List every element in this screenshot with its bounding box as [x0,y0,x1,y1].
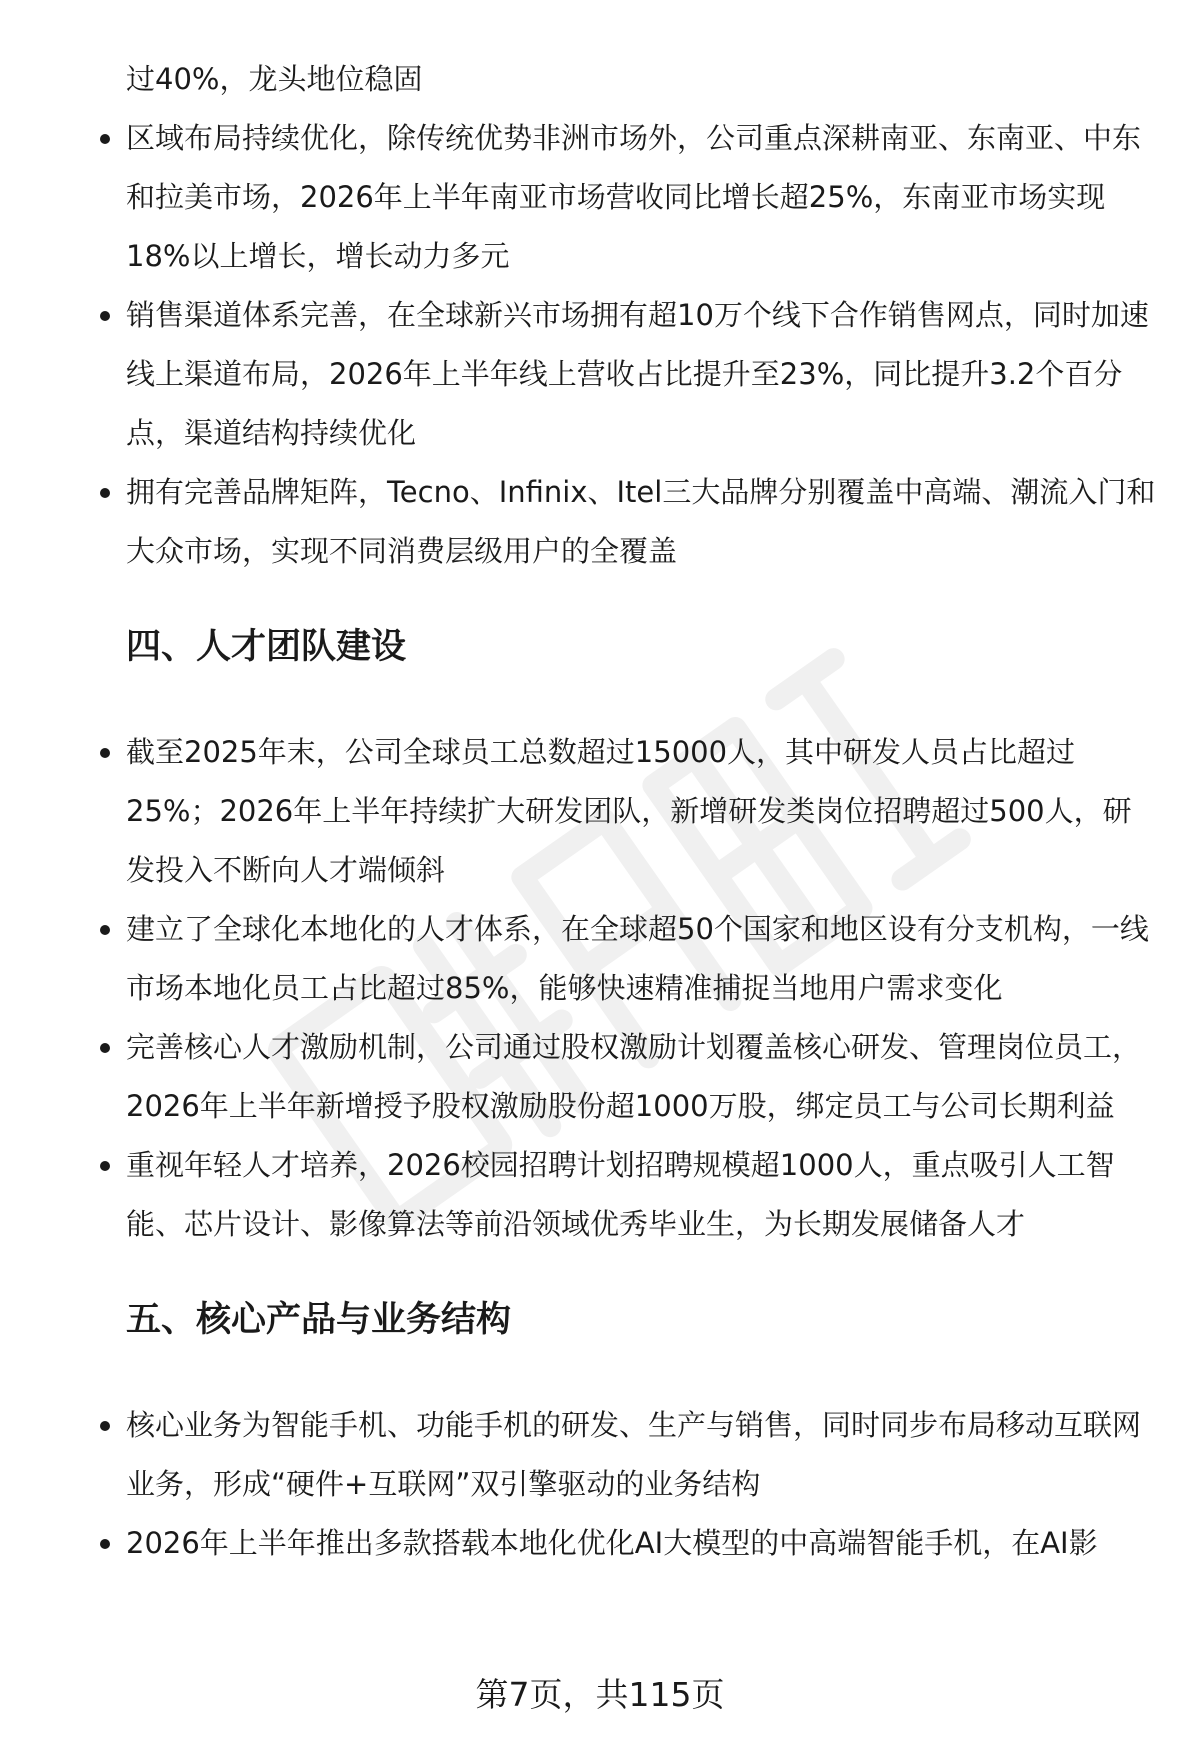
list-item: 截至2025年末，公司全球员工总数超过15000人，其中研发人员占比超过25%；2026年上半年持续扩大研发团队，新增研发类岗位招聘超过500人，研发投入不断向人才端倾斜 [96,723,1156,900]
document-body [96,50,1156,1573]
continuation-text: 过40%，龙头地位稳固 [126,62,423,96]
list-item: 销售渠道体系完善，在全球新兴市场拥有超10万个线下合作销售网点，同时加速线上渠道布局，2026年上半年线上营收占比提升至23%，同比提升3.2个百分点，渠道结构持续优化 [96,286,1156,463]
list-item: 重视年轻人才培养，2026校园招聘计划招聘规模超1000人，重点吸引人工智能、芯片设计、影像算法等前沿领域优秀毕业生，为长期发展储备人才 [96,1136,1156,1254]
list-item: 区域布局持续优化，除传统优势非洲市场外，公司重点深耕南亚、东南亚、中东和拉美市场，2026年上半年南亚市场营收同比增长超25%，东南亚市场实现18%以上增长，增长动力多元 [96,109,1156,286]
bullet-list-products [96,1396,1156,1573]
list-item: 建立了全球化本地化的人才体系，在全球超50个国家和地区设有分支机构，一线市场本地化员工占比超过85%，能够快速精准捕捉当地用户需求变化 [96,900,1156,1018]
bullet-list-talent [96,723,1156,1254]
list-item: 2026年上半年推出多款搭载本地化优化AI大模型的中高端智能手机，在AI影 [96,1514,1156,1573]
list-item: 拥有完善品牌矩阵，Tecno、Infinix、Itel三大品牌分别覆盖中高端、潮流入门和大众市场，实现不同消费层级用户的全覆盖 [96,463,1156,581]
section-heading-talent: 四、人才团队建设 [126,627,407,667]
list-item: 完善核心人才激励机制，公司通过股权激励计划覆盖核心研发、管理岗位员工，2026年上半年新增授予股权激励股份超1000万股，绑定员工与公司长期利益 [96,1018,1156,1136]
list-item: 核心业务为智能手机、功能手机的研发、生产与销售，同时同步布局移动互联网业务，形成“硬件+互联网”双引擎驱动的业务结构 [96,1396,1156,1514]
bullet-list-market [96,109,1156,581]
page-number: 第7页，共115页 [475,1675,725,1714]
section-heading-products: 五、核心产品与业务结构 [126,1300,512,1340]
